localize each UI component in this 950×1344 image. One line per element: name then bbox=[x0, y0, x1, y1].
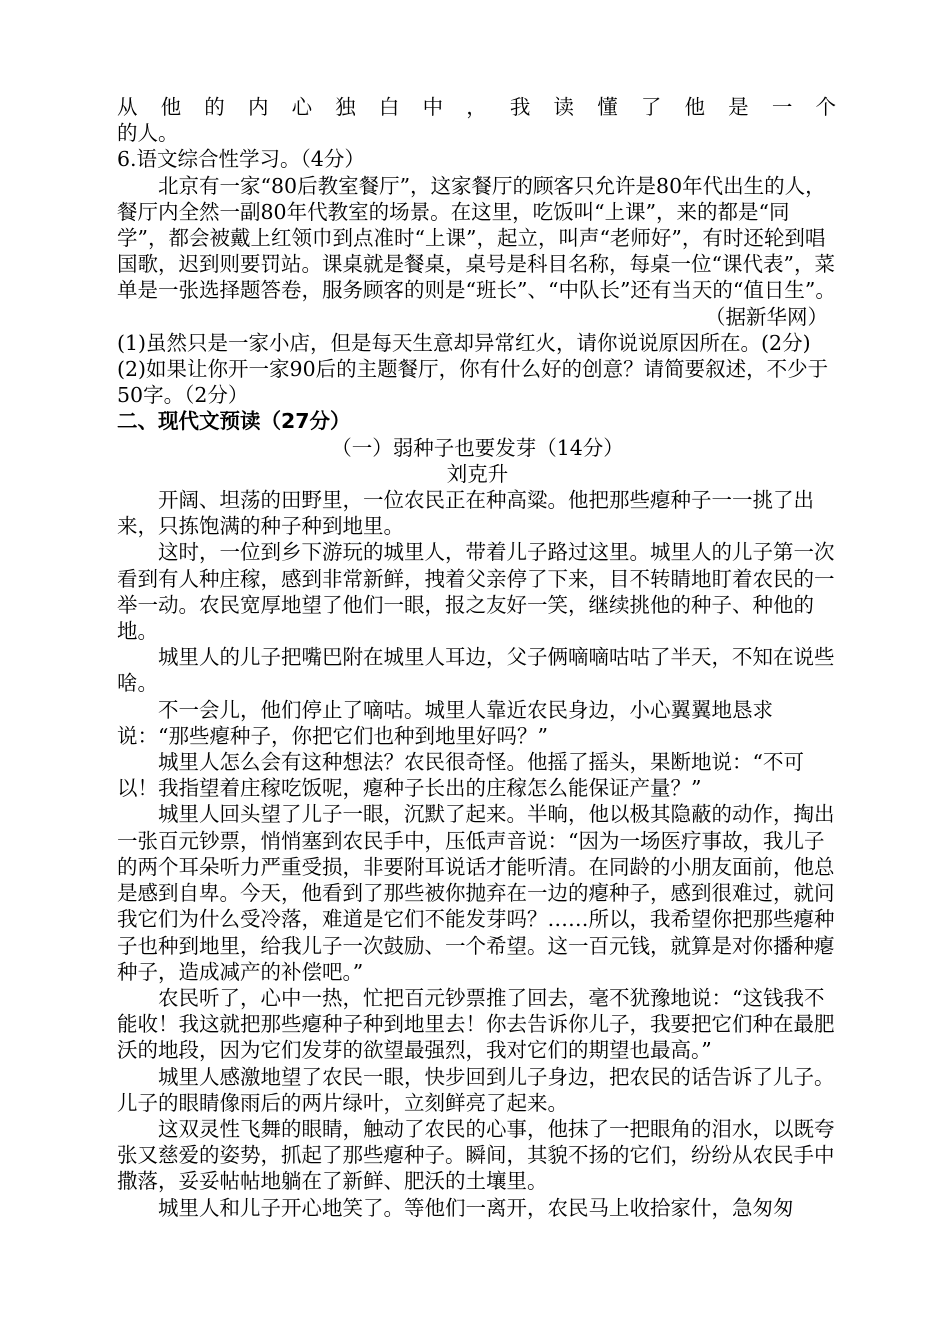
article-paragraph: 农民听了，心中一热，忙把百元钞票推了回去，毫不犹豫地说：“这钱我不能收！我这就把那些瘪种子种到地里去！你去告诉你儿子，我要把它们种在最肥沃的地段，因为它们发芽的欲望最强烈，我对它们的期望也最高。” bbox=[117, 985, 835, 1063]
question-6-heading: 6.语文综合性学习。（4分） bbox=[117, 147, 365, 172]
question-6-passage: 北京有一家“80后教室餐厅”，这家餐厅的顾客只允许是80年代出生的人，餐厅内全然一副80年代教室的场景。在这里，吃饭叫“上课”，来的都是“同学”，都会被戴上红领巾到点准时“上课”，起立，叫声“老师好”，有时还轮到唱国歌，迟到则要罚站。课桌就是餐桌，桌号是科目名称，每桌一位“课代表”，菜单是一张选择题答卷，服务顾客的则是“班长”、“中队长”还有当天的“值日生”。 bbox=[117, 173, 836, 303]
article-paragraph: 不一会儿，他们停止了嘀咕。城里人靠近农民身边，小心翼翼地恳求说：“那些瘪种子，你把它们也种到地里好吗？” bbox=[117, 697, 773, 748]
question-6-part-2: (2)如果让你开一家90后的主题餐厅，你有什么好的创意？请简要叙述，不少于50字。（2分） bbox=[117, 357, 829, 408]
article-paragraph: 城里人回头望了儿子一眼，沉默了起来。半晌，他以极其隐蔽的动作，掏出一张百元钞票，悄悄塞到农民手中，压低声音说：“因为一场医疗事故，我儿子的两个耳朵听力严重受损，非要附耳说话才能听清。在同龄的小朋友面前，他总是感到自卑。今天，他看到了那些被你抛弃在一边的瘪种子，感到很难过，就问我它们为什么受冷落，难道是它们不能发芽吗？……所以，我希望你把那些瘪种子也种到地里，给我儿子一次鼓励、一个希望。这一百元钱，就算是对你播种瘪种子，造成减产的补偿吧。” bbox=[117, 802, 835, 984]
question-6-part-1: (1)虽然只是一家小店，但是每天生意却异常红火，请你说说原因所在。(2分) bbox=[117, 330, 811, 355]
article-author: 刘克升 bbox=[446, 461, 509, 486]
answer-blank-line: 从他的内心独白中，我读懂了他是一个 bbox=[117, 95, 838, 119]
article-paragraph: 这双灵性飞舞的眼睛，触动了农民的心事，他抹了一把眼角的泪水，以既夸张又慈爱的姿势，抓起了那些瘪种子。瞬间，其貌不扬的它们，纷纷从农民手中撒落，妥妥帖帖地躺在了新鲜、肥沃的土壤里。 bbox=[117, 1116, 835, 1194]
article-paragraph: 这时，一位到乡下游玩的城里人，带着儿子路过这里。城里人的儿子第一次看到有人种庄稼，感到非常新鲜，拽着父亲停了下来，目不转睛地盯着农民的一举一动。农民宽厚地望了他们一眼，报之友好一笑，继续挑他的种子、种他的地。 bbox=[117, 540, 835, 644]
article-paragraph: 开阔、坦荡的田野里，一位农民正在种高粱。他把那些瘪种子一一挑了出来，只拣饱满的种子种到地里。 bbox=[117, 488, 814, 539]
article-paragraph: 城里人的儿子把嘴巴附在城里人耳边，父子俩嘀嘀咕咕了半天，不知在说些啥。 bbox=[117, 645, 835, 696]
article-paragraph: 城里人怎么会有这种想法？农民很奇怪。他摇了摇头，果断地说：“不可以！我指望着庄稼吃饭呢，瘪种子长出的庄稼怎么能保证产量？” bbox=[117, 750, 804, 801]
article-title: （一）弱种子也要发芽（14分） bbox=[331, 435, 624, 460]
source-note: （据新华网） bbox=[705, 304, 828, 329]
article-paragraph: 城里人感激地望了农民一眼，快步回到儿子身边，把农民的话告诉了儿子。儿子的眼睛像雨后的两片绿叶，立刻鲜亮了起来。 bbox=[117, 1064, 835, 1115]
section-heading: 二、现代文预读（27分） bbox=[117, 409, 351, 434]
article-paragraph: 城里人和儿子开心地笑了。等他们一离开，农民马上收拾家什，急匆匆 bbox=[158, 1195, 794, 1220]
answer-blank-line-end: 的人。 bbox=[117, 121, 179, 146]
